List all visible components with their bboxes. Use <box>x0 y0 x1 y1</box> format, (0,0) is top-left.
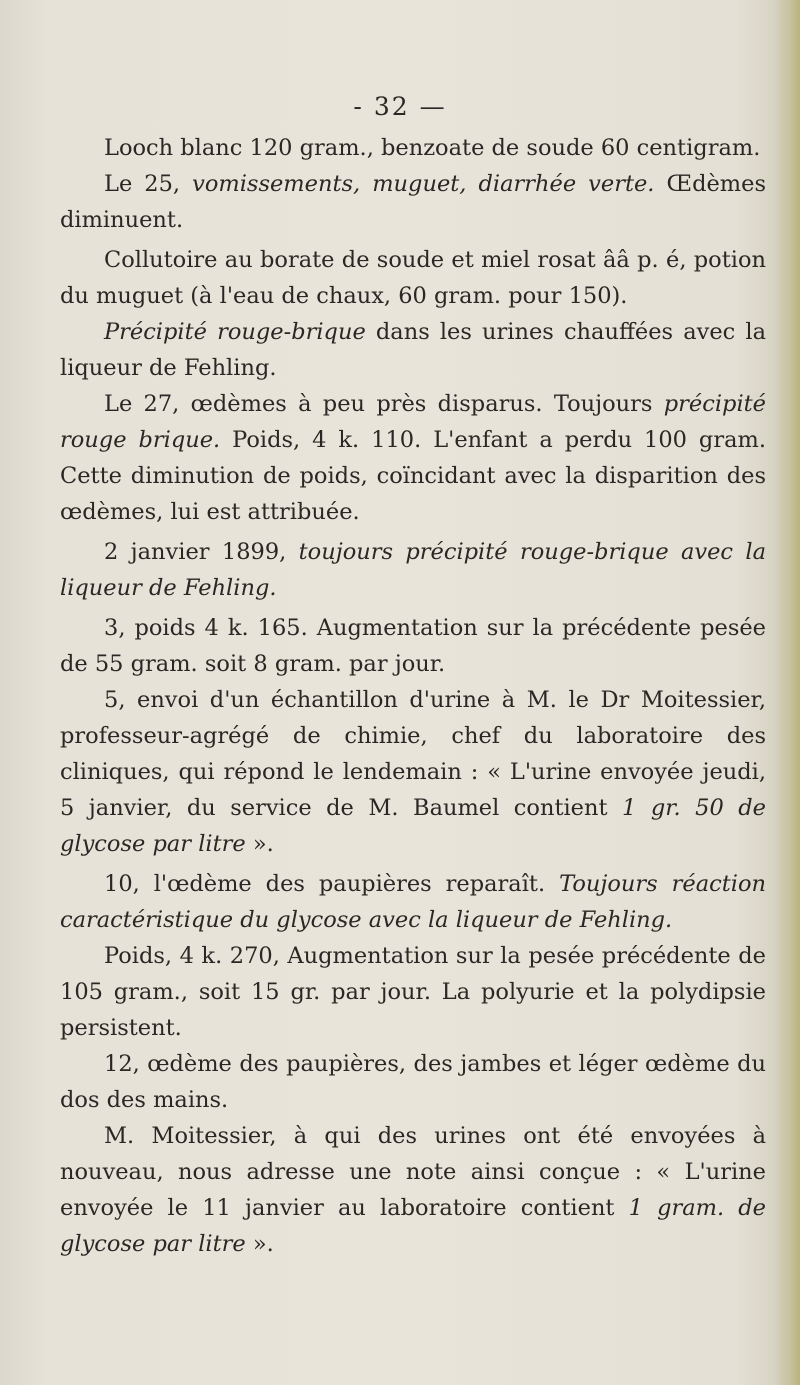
text-run-italic: Toujours réaction caractéristique du glycose avec la liqueur de Fehling. <box>60 871 766 933</box>
text-run: dans les urines chauffées avec la liqueur de Fehling. <box>60 319 766 381</box>
paragraph <box>60 866 766 938</box>
text-run: Poids, 4 k. 110. L'enfant a perdu 100 gram. Cette diminution de poids, coïncidant avec la disparition des œdèmes, lui est attribuée. <box>60 427 766 525</box>
text-run-italic: 1 gr. 50 de glycose par litre <box>60 795 767 857</box>
text-run-italic: toujours précipité rouge-brique avec la liqueur de Fehling. <box>60 539 766 601</box>
paragraph <box>60 314 766 386</box>
paragraph <box>60 534 766 606</box>
text-run: 12, œdème des paupières, des jambes et léger œdème du dos des mains. <box>60 1051 766 1113</box>
text-run-italic: vomissements, muguet, diarrhée verte. <box>192 171 655 197</box>
paragraph <box>60 386 766 530</box>
text-run: 5, envoi d'un échantillon d'urine à M. le Dr Moitessier, professeur-agrégé de chimie, chef du laboratoire des cliniques, qui répond le lendemain : « L'urine envoyée jeudi, 5 janvier, du service de M. Baumel contient <box>60 687 766 821</box>
text-run: 10, l'œdème des paupières reparaît. <box>104 871 560 897</box>
paragraph <box>60 682 766 862</box>
text-run: Poids, 4 k. 270, Augmentation sur la pesée précédente de 105 gram., soit 15 gr. par jour. La polyurie et la polydipsie persistent. <box>60 943 766 1041</box>
text-run: Le 27, œdèmes à peu près disparus. Toujours <box>104 391 664 417</box>
text-run: ». <box>245 831 274 857</box>
paragraph <box>60 1046 766 1118</box>
text-run: Le 25, <box>104 171 193 197</box>
paragraph <box>60 938 766 1046</box>
paragraph <box>60 242 766 314</box>
text-run: 3, poids 4 k. 165. Augmentation sur la précédente pesée de 55 gram. soit 8 gram. par jour. <box>60 615 766 677</box>
page-number: - 32 — <box>353 92 447 121</box>
text-run: Œdèmes diminuent. <box>60 171 767 233</box>
text-run-italic: Précipité rouge-brique <box>104 319 366 345</box>
text-run-italic: précipité rouge brique. <box>60 391 766 453</box>
page-edge-stain <box>774 0 800 1385</box>
text-run: Looch blanc 120 gram., benzoate de soude 60 centigram. <box>104 135 761 161</box>
paragraph <box>60 166 766 238</box>
paragraph <box>60 610 766 682</box>
text-run: M. Moitessier, à qui des urines ont été envoyées à nouveau, nous adresse une note ainsi conçue : « L'urine envoyée le 11 janvier au laboratoire contient <box>60 1123 766 1221</box>
text-run: 2 janvier 1899, <box>104 539 299 565</box>
body-text <box>60 130 766 1262</box>
text-run: Collutoire au borate de soude et miel rosat ââ p. é, potion du muguet (à l'eau de chaux, 60 gram. pour 150). <box>60 247 766 309</box>
text-run-italic: 1 gram. de glycose par litre <box>60 1195 767 1257</box>
text-run: ». <box>245 1231 274 1257</box>
paragraph <box>60 1118 766 1262</box>
paragraph <box>60 130 766 166</box>
